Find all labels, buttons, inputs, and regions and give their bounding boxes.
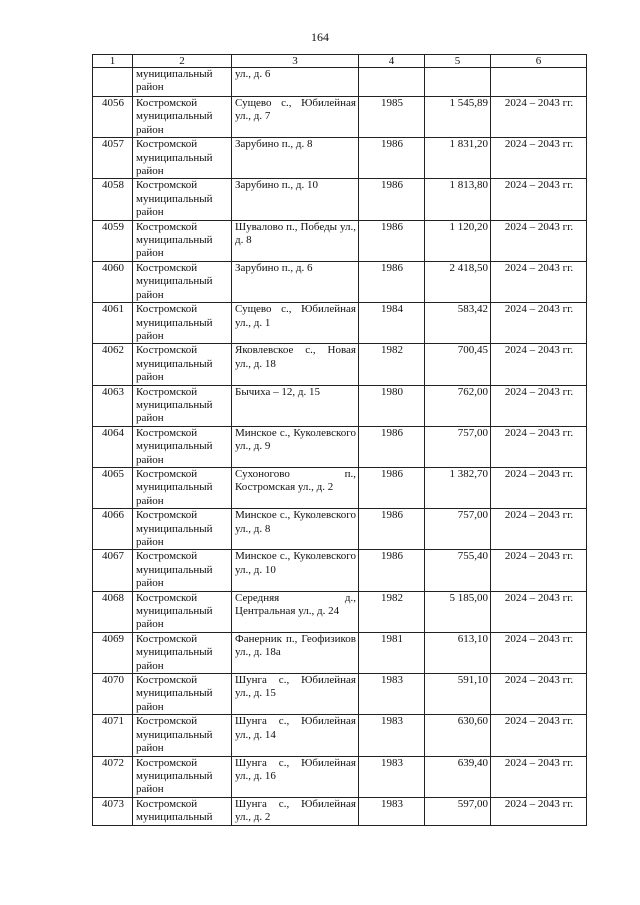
area-cell: 700,45 xyxy=(425,344,491,385)
district-cell: Костромской муниципальный район xyxy=(133,467,232,508)
period-cell xyxy=(491,68,587,97)
object-number: 4065 xyxy=(93,467,133,508)
table-row xyxy=(93,509,587,550)
column-number: 5 xyxy=(425,55,491,68)
period-cell: 2024 – 2043 гг. xyxy=(491,797,587,825)
address-cell: Яковлевское с., Новая ул., д. 18 xyxy=(232,344,359,385)
table-row xyxy=(93,344,587,385)
table-row xyxy=(93,467,587,508)
year-cell: 1986 xyxy=(359,550,425,591)
table-row xyxy=(93,179,587,220)
district-cell: Костромской муниципальный xyxy=(133,797,232,825)
year-cell: 1986 xyxy=(359,509,425,550)
address-cell: Сущево с., Юбилейная ул., д. 1 xyxy=(232,303,359,344)
year-cell: 1985 xyxy=(359,97,425,138)
year-cell: 1980 xyxy=(359,385,425,426)
period-cell: 2024 – 2043 гг. xyxy=(491,261,587,302)
address-cell: Шунга с., Юбилейная ул., д. 15 xyxy=(232,674,359,715)
area-cell: 613,10 xyxy=(425,632,491,673)
district-cell: Костромской муниципальный район xyxy=(133,756,232,797)
period-cell: 2024 – 2043 гг. xyxy=(491,344,587,385)
year-cell: 1983 xyxy=(359,715,425,756)
district-cell: Костромской муниципальный район xyxy=(133,550,232,591)
area-cell: 762,00 xyxy=(425,385,491,426)
address-cell: Минское с., Куколевского ул., д. 9 xyxy=(232,426,359,467)
period-cell: 2024 – 2043 гг. xyxy=(491,179,587,220)
period-cell: 2024 – 2043 гг. xyxy=(491,715,587,756)
column-number: 6 xyxy=(491,55,587,68)
table-row xyxy=(93,138,587,179)
area-cell: 2 418,50 xyxy=(425,261,491,302)
table-row xyxy=(93,220,587,261)
area-cell: 591,10 xyxy=(425,674,491,715)
table-row xyxy=(93,97,587,138)
table-row xyxy=(93,756,587,797)
year-cell: 1982 xyxy=(359,344,425,385)
district-cell: Костромской муниципальный район xyxy=(133,179,232,220)
object-number: 4066 xyxy=(93,509,133,550)
table-row xyxy=(93,797,587,825)
period-cell: 2024 – 2043 гг. xyxy=(491,550,587,591)
table-row xyxy=(93,591,587,632)
area-cell: 583,42 xyxy=(425,303,491,344)
column-number: 4 xyxy=(359,55,425,68)
object-number: 4072 xyxy=(93,756,133,797)
table-row xyxy=(93,674,587,715)
table-row xyxy=(93,426,587,467)
year-cell: 1986 xyxy=(359,179,425,220)
period-cell: 2024 – 2043 гг. xyxy=(491,674,587,715)
period-cell: 2024 – 2043 гг. xyxy=(491,509,587,550)
area-cell xyxy=(425,68,491,97)
object-number: 4061 xyxy=(93,303,133,344)
address-cell: Зарубино п., д. 6 xyxy=(232,261,359,302)
area-cell: 1 120,20 xyxy=(425,220,491,261)
object-number: 4073 xyxy=(93,797,133,825)
district-cell: Костромской муниципальный район xyxy=(133,138,232,179)
area-cell: 1 382,70 xyxy=(425,467,491,508)
district-cell: Костромской муниципальный район xyxy=(133,303,232,344)
housing-register-table xyxy=(92,54,587,826)
table-row xyxy=(93,715,587,756)
district-cell: Костромской муниципальный район xyxy=(133,344,232,385)
address-cell: Сущево с., Юбилейная ул., д. 7 xyxy=(232,97,359,138)
table-row xyxy=(93,261,587,302)
table-row xyxy=(93,632,587,673)
table-row xyxy=(93,68,587,97)
column-number: 3 xyxy=(232,55,359,68)
table-row xyxy=(93,385,587,426)
period-cell: 2024 – 2043 гг. xyxy=(491,303,587,344)
area-cell: 5 185,00 xyxy=(425,591,491,632)
object-number: 4064 xyxy=(93,426,133,467)
area-cell: 757,00 xyxy=(425,509,491,550)
address-cell: Шунга с., Юбилейная ул., д. 16 xyxy=(232,756,359,797)
district-cell: Костромской муниципальный район xyxy=(133,715,232,756)
address-cell: Минское с., Куколевского ул., д. 10 xyxy=(232,550,359,591)
year-cell: 1986 xyxy=(359,261,425,302)
address-cell: ул., д. 6 xyxy=(232,68,359,97)
object-number: 4060 xyxy=(93,261,133,302)
object-number: 4067 xyxy=(93,550,133,591)
period-cell: 2024 – 2043 гг. xyxy=(491,220,587,261)
district-cell: Костромской муниципальный район xyxy=(133,220,232,261)
year-cell: 1986 xyxy=(359,426,425,467)
object-number: 4068 xyxy=(93,591,133,632)
area-cell: 630,60 xyxy=(425,715,491,756)
period-cell: 2024 – 2043 гг. xyxy=(491,426,587,467)
year-cell: 1983 xyxy=(359,756,425,797)
year-cell: 1984 xyxy=(359,303,425,344)
address-cell: Зарубино п., д. 8 xyxy=(232,138,359,179)
address-cell: Минское с., Куколевского ул., д. 8 xyxy=(232,509,359,550)
year-cell: 1981 xyxy=(359,632,425,673)
page-number: 164 xyxy=(311,30,329,44)
period-cell: 2024 – 2043 гг. xyxy=(491,467,587,508)
object-number: 4058 xyxy=(93,179,133,220)
district-cell: Костромской муниципальный район xyxy=(133,509,232,550)
area-cell: 1 545,89 xyxy=(425,97,491,138)
address-cell: Сухоногово п., Костромская ул., д. 2 xyxy=(232,467,359,508)
period-cell: 2024 – 2043 гг. xyxy=(491,591,587,632)
district-cell: Костромской муниципальный район xyxy=(133,632,232,673)
year-cell: 1986 xyxy=(359,220,425,261)
object-number xyxy=(93,68,133,97)
district-cell: Костромской муниципальный район xyxy=(133,674,232,715)
district-cell: Костромской муниципальный район xyxy=(133,261,232,302)
address-cell: Шунга с., Юбилейная ул., д. 2 xyxy=(232,797,359,825)
address-cell: Шувалово п., Победы ул., д. 8 xyxy=(232,220,359,261)
year-cell xyxy=(359,68,425,97)
address-cell: Фанерник п., Геофизиков ул., д. 18а xyxy=(232,632,359,673)
district-cell: Костромской муниципальный район xyxy=(133,97,232,138)
address-cell: Шунга с., Юбилейная ул., д. 14 xyxy=(232,715,359,756)
period-cell: 2024 – 2043 гг. xyxy=(491,385,587,426)
area-cell: 755,40 xyxy=(425,550,491,591)
area-cell: 597,00 xyxy=(425,797,491,825)
year-cell: 1983 xyxy=(359,797,425,825)
address-cell: Зарубино п., д. 10 xyxy=(232,179,359,220)
object-number: 4069 xyxy=(93,632,133,673)
table-row xyxy=(93,303,587,344)
year-cell: 1982 xyxy=(359,591,425,632)
period-cell: 2024 – 2043 гг. xyxy=(491,632,587,673)
object-number: 4071 xyxy=(93,715,133,756)
period-cell: 2024 – 2043 гг. xyxy=(491,756,587,797)
area-cell: 639,40 xyxy=(425,756,491,797)
area-cell: 1 831,20 xyxy=(425,138,491,179)
district-cell: Костромской муниципальный район xyxy=(133,385,232,426)
district-cell: муниципальный район xyxy=(133,68,232,97)
year-cell: 1986 xyxy=(359,138,425,179)
area-cell: 757,00 xyxy=(425,426,491,467)
object-number: 4057 xyxy=(93,138,133,179)
object-number: 4059 xyxy=(93,220,133,261)
period-cell: 2024 – 2043 гг. xyxy=(491,97,587,138)
object-number: 4062 xyxy=(93,344,133,385)
year-cell: 1986 xyxy=(359,467,425,508)
district-cell: Костромской муниципальный район xyxy=(133,591,232,632)
column-number: 2 xyxy=(133,55,232,68)
area-cell: 1 813,80 xyxy=(425,179,491,220)
year-cell: 1983 xyxy=(359,674,425,715)
object-number: 4070 xyxy=(93,674,133,715)
table-row xyxy=(93,550,587,591)
column-number: 1 xyxy=(93,55,133,68)
object-number: 4056 xyxy=(93,97,133,138)
district-cell: Костромской муниципальный район xyxy=(133,426,232,467)
object-number: 4063 xyxy=(93,385,133,426)
period-cell: 2024 – 2043 гг. xyxy=(491,138,587,179)
address-cell: Бычиха – 12, д. 15 xyxy=(232,385,359,426)
address-cell: Середняя д., Центральная ул., д. 24 xyxy=(232,591,359,632)
column-number-row xyxy=(93,55,587,68)
